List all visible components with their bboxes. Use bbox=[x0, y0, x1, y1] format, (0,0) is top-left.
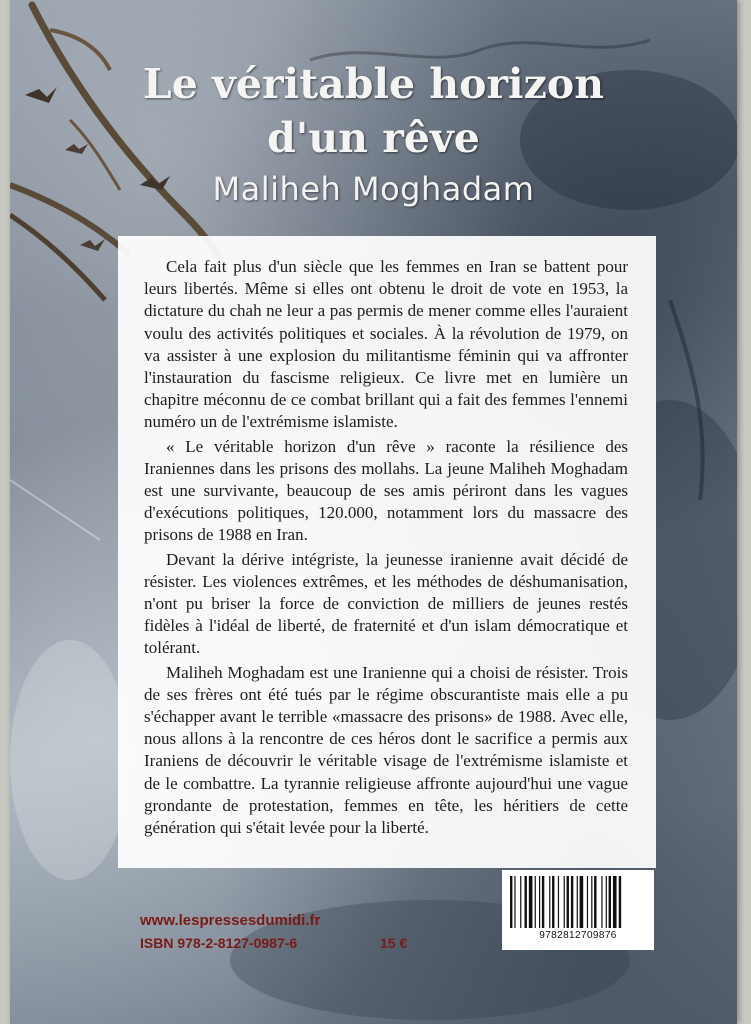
blurb-paragraph: « Le véritable horizon d'un rêve » raconte la résilience des Iraniennes dans les prisons des mollahs. La jeune Maliheh Moghadam est une survivante, beaucoup de ses amis périront dans les vagues d'exécutions politiques, 120.000, notamment lors du massacre des prisons de 1988 en Iran. bbox=[144, 436, 628, 545]
blurb-paragraph: Maliheh Moghadam est une Iranienne qui a choisi de résister. Trois de ses frères ont été tués par le régime obscurantiste mais elle a pu s'échapper avant le terrible «massacre des prisons» de 1988. Avec elle, nous allons à la rencontre de ces héros dont le sacrifice a permis aux Iraniens de découvrir le véritable visage de l'extrémisme islamiste et de le combattre. La tyrannie religieuse affronte aujourd'hui une vague grondante de protestation, femmes en tête, les héritiers de cette génération qui s'était levée pour la liberté. bbox=[144, 662, 628, 838]
barcode-number: 9782812709876 bbox=[539, 930, 617, 941]
barcode-bars bbox=[510, 876, 646, 928]
blurb-paragraph: Devant la dérive intégriste, la jeunesse iranienne avait décidé de résister. Les violences extrêmes, et les méthodes de déshumanisation, n'ont pu briser la force de conviction de milliers de jeunes restés fidèles à l'idéal de liberté, de fraternité et d'un islam démocratique et tolérant. bbox=[144, 549, 628, 658]
book-title-line-1: Le véritable horizon bbox=[142, 60, 605, 108]
book-title-line-2: d'un rêve bbox=[267, 114, 480, 162]
blurb-paragraph: Cela fait plus d'un siècle que les femmes en Iran se battent pour leurs libertés. Même si elles ont obtenu le droit de vote en 1953, la dictature du chah ne leur a pas permis de mener comme elles l'auraient voulu des activités politiques et sociales. À la révolution de 1979, on va assister à une explosion du militantisme féminin qui va affronter l'instauration du fascisme religieux. Ce livre met en lumière un chapitre méconnu de ce combat brillant qui a fait des femmes l'ennemi numéro un de l'extrémisme islamiste. bbox=[144, 257, 628, 432]
isbn-label: ISBN 978-2-8127-0987-6 bbox=[140, 935, 298, 951]
author-name: Maliheh Moghadam bbox=[212, 170, 535, 208]
price-label: 15 € bbox=[380, 935, 408, 951]
barcode bbox=[502, 870, 654, 950]
book-back-cover bbox=[10, 0, 737, 1024]
publisher-website: www.lespressesdumidi.fr bbox=[140, 912, 321, 929]
blurb-panel bbox=[118, 236, 656, 868]
